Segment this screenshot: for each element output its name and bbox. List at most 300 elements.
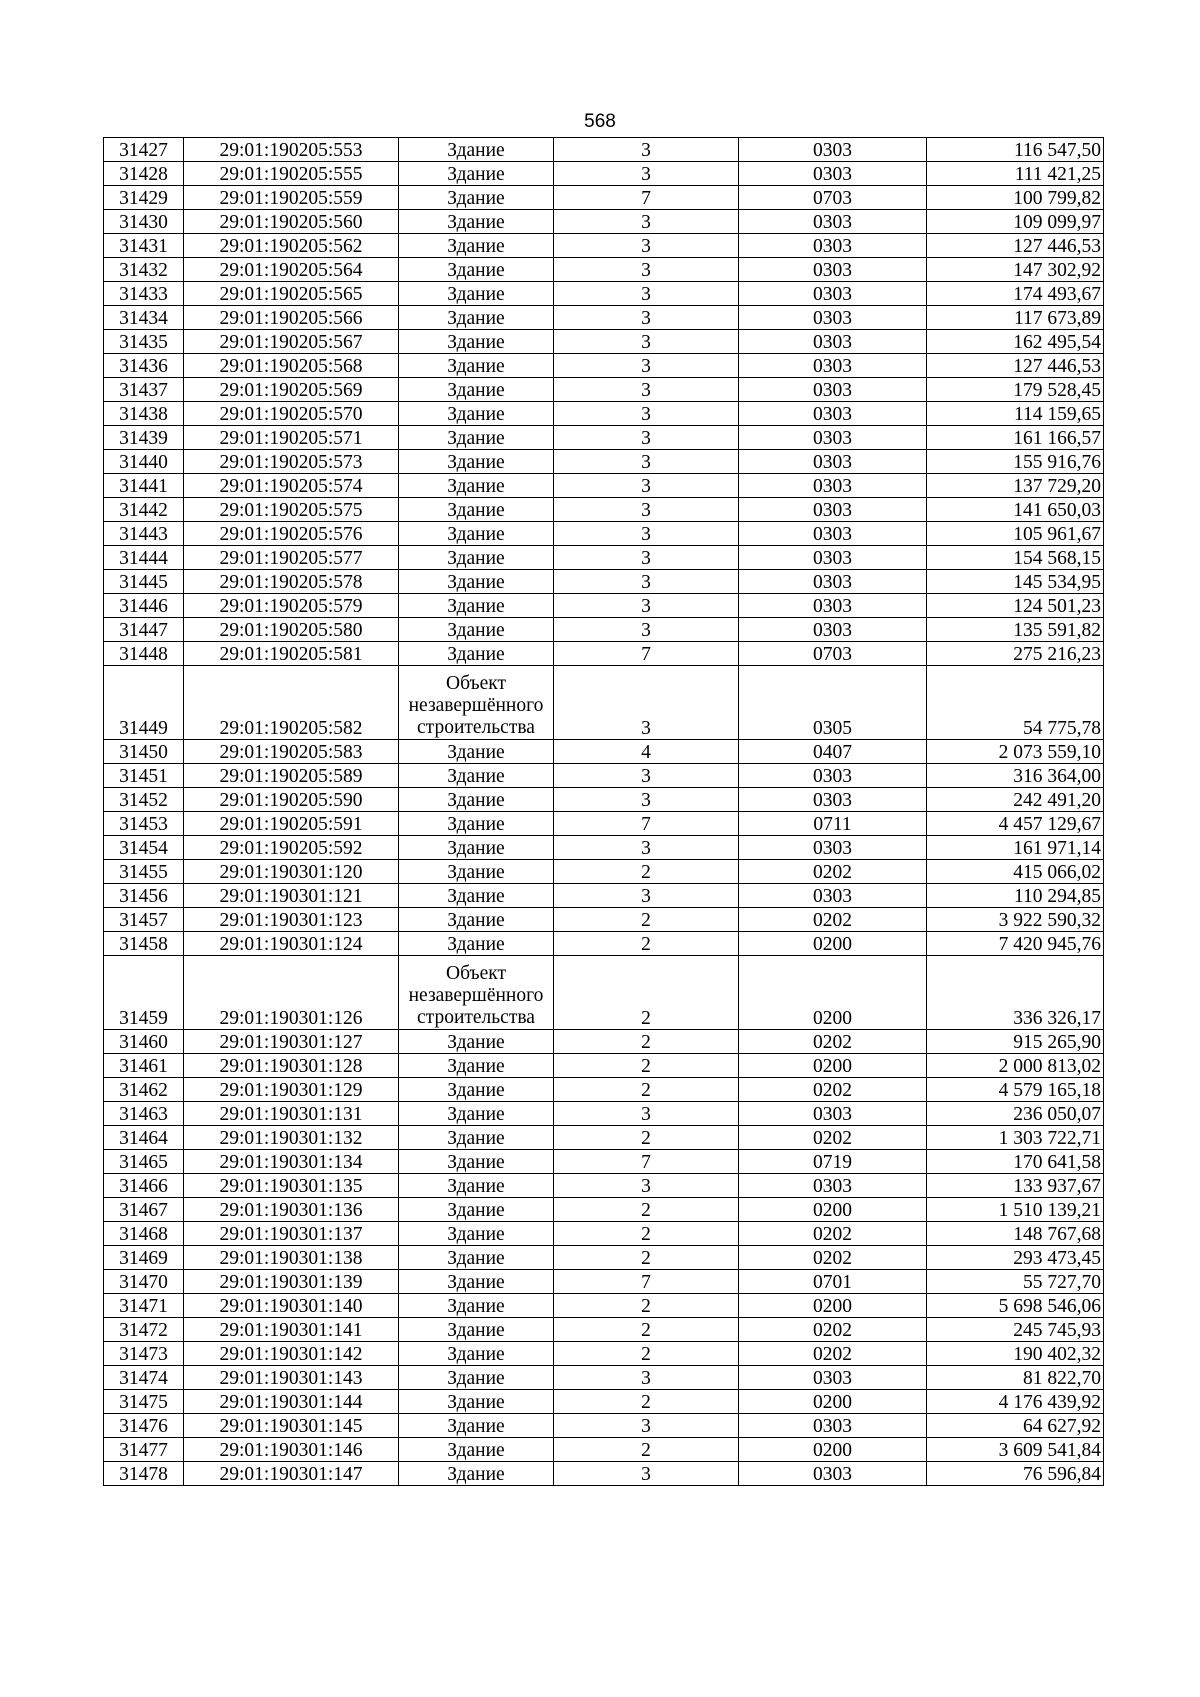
code-cell: 0202: [739, 1342, 927, 1366]
group-cell: 3: [554, 138, 739, 162]
row-number-cell: 31454: [104, 836, 184, 860]
cadastral-value-cell: 161 971,14: [927, 836, 1104, 860]
code-cell: 0303: [739, 1174, 927, 1198]
row-number-cell: 31468: [104, 1222, 184, 1246]
row-number-cell: 31461: [104, 1054, 184, 1078]
cadastral-number-cell: 29:01:190205:576: [184, 522, 399, 546]
row-number-cell: 31472: [104, 1318, 184, 1342]
object-type-cell: Здание: [399, 836, 554, 860]
object-type-cell: Здание: [399, 522, 554, 546]
row-number-cell: 31456: [104, 884, 184, 908]
row-number-cell: 31446: [104, 594, 184, 618]
row-number-cell: 31431: [104, 234, 184, 258]
code-cell: 0303: [739, 498, 927, 522]
cadastral-value-cell: 7 420 945,76: [927, 932, 1104, 956]
group-cell: 2: [554, 1198, 739, 1222]
object-type-cell: Здание: [399, 860, 554, 884]
table-row: [104, 138, 1104, 162]
group-cell: 2: [554, 1222, 739, 1246]
code-cell: 0202: [739, 1246, 927, 1270]
cadastral-number-cell: 29:01:190301:128: [184, 1054, 399, 1078]
code-cell: 0303: [739, 618, 927, 642]
cadastral-number-cell: 29:01:190205:569: [184, 378, 399, 402]
cadastral-number-cell: 29:01:190301:123: [184, 908, 399, 932]
cadastral-value-cell: 4 457 129,67: [927, 812, 1104, 836]
cadastral-number-cell: 29:01:190301:137: [184, 1222, 399, 1246]
group-cell: 2: [554, 1438, 739, 1462]
code-cell: 0303: [739, 836, 927, 860]
group-cell: 3: [554, 1174, 739, 1198]
group-cell: 3: [554, 666, 739, 740]
table-row: [104, 1270, 1104, 1294]
code-cell: 0303: [739, 402, 927, 426]
object-type-cell: Здание: [399, 1462, 554, 1486]
row-number-cell: 31436: [104, 354, 184, 378]
row-number-cell: 31469: [104, 1246, 184, 1270]
group-cell: 2: [554, 860, 739, 884]
code-cell: 0303: [739, 570, 927, 594]
cadastral-number-cell: 29:01:190205:565: [184, 282, 399, 306]
cadastral-number-cell: 29:01:190205:553: [184, 138, 399, 162]
group-cell: 3: [554, 378, 739, 402]
object-type-cell: Здание: [399, 1294, 554, 1318]
group-cell: 2: [554, 1342, 739, 1366]
group-cell: 2: [554, 1078, 739, 1102]
code-cell: 0303: [739, 210, 927, 234]
code-cell: 0303: [739, 282, 927, 306]
cadastral-value-cell: 2 000 813,02: [927, 1054, 1104, 1078]
object-type-cell: Здание: [399, 1318, 554, 1342]
cadastral-value-cell: 245 745,93: [927, 1318, 1104, 1342]
code-cell: 0200: [739, 1198, 927, 1222]
code-cell: 0303: [739, 354, 927, 378]
row-number-cell: 31452: [104, 788, 184, 812]
table-row: [104, 1078, 1104, 1102]
object-type-cell: Здание: [399, 354, 554, 378]
code-cell: 0303: [739, 162, 927, 186]
cadastral-number-cell: 29:01:190301:136: [184, 1198, 399, 1222]
cadastral-number-cell: 29:01:190205:568: [184, 354, 399, 378]
code-cell: 0303: [739, 788, 927, 812]
object-type-cell: Объект незавершённого строительства: [399, 956, 554, 1030]
group-cell: 3: [554, 306, 739, 330]
row-number-cell: 31467: [104, 1198, 184, 1222]
object-type-cell: Здание: [399, 1126, 554, 1150]
row-number-cell: 31430: [104, 210, 184, 234]
table-row: [104, 764, 1104, 788]
group-cell: 3: [554, 426, 739, 450]
object-type-cell: Здание: [399, 1390, 554, 1414]
table-row: [104, 546, 1104, 570]
table-row: [104, 330, 1104, 354]
table-row: [104, 186, 1104, 210]
code-cell: 0200: [739, 956, 927, 1030]
cadastral-number-cell: 29:01:190301:124: [184, 932, 399, 956]
cadastral-value-cell: 336 326,17: [927, 956, 1104, 1030]
code-cell: 0202: [739, 1030, 927, 1054]
row-number-cell: 31464: [104, 1126, 184, 1150]
table-row: [104, 378, 1104, 402]
cadastral-value-cell: 915 265,90: [927, 1030, 1104, 1054]
cadastral-value-cell: 114 159,65: [927, 402, 1104, 426]
cadastral-value-cell: 54 775,78: [927, 666, 1104, 740]
cadastral-value-cell: 133 937,67: [927, 1174, 1104, 1198]
row-number-cell: 31448: [104, 642, 184, 666]
row-number-cell: 31463: [104, 1102, 184, 1126]
code-cell: 0407: [739, 740, 927, 764]
row-number-cell: 31471: [104, 1294, 184, 1318]
table-row: [104, 522, 1104, 546]
row-number-cell: 31432: [104, 258, 184, 282]
table-row: [104, 1222, 1104, 1246]
cadastral-value-table: [103, 137, 1104, 1486]
code-cell: 0303: [739, 1414, 927, 1438]
object-type-cell: Здание: [399, 594, 554, 618]
group-cell: 3: [554, 450, 739, 474]
code-cell: 0719: [739, 1150, 927, 1174]
group-cell: 3: [554, 498, 739, 522]
group-cell: 7: [554, 642, 739, 666]
group-cell: 3: [554, 330, 739, 354]
table-row: [104, 666, 1104, 740]
cadastral-value-cell: 141 650,03: [927, 498, 1104, 522]
object-type-cell: Здание: [399, 1102, 554, 1126]
cadastral-value-cell: 5 698 546,06: [927, 1294, 1104, 1318]
cadastral-value-cell: 145 534,95: [927, 570, 1104, 594]
cadastral-number-cell: 29:01:190205:564: [184, 258, 399, 282]
group-cell: 3: [554, 1414, 739, 1438]
row-number-cell: 31449: [104, 666, 184, 740]
cadastral-number-cell: 29:01:190205:560: [184, 210, 399, 234]
code-cell: 0303: [739, 884, 927, 908]
cadastral-number-cell: 29:01:190301:138: [184, 1246, 399, 1270]
cadastral-value-cell: 148 767,68: [927, 1222, 1104, 1246]
group-cell: 2: [554, 1054, 739, 1078]
object-type-cell: Здание: [399, 932, 554, 956]
row-number-cell: 31429: [104, 186, 184, 210]
object-type-cell: Здание: [399, 258, 554, 282]
table-row: [104, 1366, 1104, 1390]
table-row: [104, 1126, 1104, 1150]
row-number-cell: 31442: [104, 498, 184, 522]
cadastral-value-cell: 76 596,84: [927, 1462, 1104, 1486]
object-type-cell: Здание: [399, 378, 554, 402]
cadastral-value-cell: 81 822,70: [927, 1366, 1104, 1390]
table-row: [104, 1030, 1104, 1054]
code-cell: 0303: [739, 234, 927, 258]
object-type-cell: Здание: [399, 186, 554, 210]
cadastral-number-cell: 29:01:190301:147: [184, 1462, 399, 1486]
table-row: [104, 498, 1104, 522]
code-cell: 0202: [739, 1222, 927, 1246]
cadastral-value-cell: 137 729,20: [927, 474, 1104, 498]
group-cell: 3: [554, 354, 739, 378]
code-cell: 0303: [739, 138, 927, 162]
table-row: [104, 1054, 1104, 1078]
group-cell: 3: [554, 1366, 739, 1390]
cadastral-value-cell: 179 528,45: [927, 378, 1104, 402]
code-cell: 0303: [739, 1462, 927, 1486]
table-row: [104, 812, 1104, 836]
cadastral-number-cell: 29:01:190205:582: [184, 666, 399, 740]
cadastral-number-cell: 29:01:190205:583: [184, 740, 399, 764]
cadastral-number-cell: 29:01:190301:139: [184, 1270, 399, 1294]
row-number-cell: 31458: [104, 932, 184, 956]
cadastral-number-cell: 29:01:190301:140: [184, 1294, 399, 1318]
table-row: [104, 1462, 1104, 1486]
row-number-cell: 31428: [104, 162, 184, 186]
group-cell: 3: [554, 1102, 739, 1126]
table-row: [104, 402, 1104, 426]
group-cell: 3: [554, 282, 739, 306]
object-type-cell: Здание: [399, 138, 554, 162]
row-number-cell: 31450: [104, 740, 184, 764]
code-cell: 0711: [739, 812, 927, 836]
cadastral-number-cell: 29:01:190301:126: [184, 956, 399, 1030]
row-number-cell: 31438: [104, 402, 184, 426]
table-row: [104, 1318, 1104, 1342]
object-type-cell: Здание: [399, 306, 554, 330]
code-cell: 0202: [739, 1126, 927, 1150]
object-type-cell: Здание: [399, 402, 554, 426]
cadastral-number-cell: 29:01:190301:144: [184, 1390, 399, 1414]
cadastral-value-cell: 110 294,85: [927, 884, 1104, 908]
cadastral-number-cell: 29:01:190205:570: [184, 402, 399, 426]
row-number-cell: 31477: [104, 1438, 184, 1462]
group-cell: 2: [554, 1294, 739, 1318]
table-row: [104, 908, 1104, 932]
cadastral-number-cell: 29:01:190301:131: [184, 1102, 399, 1126]
cadastral-number-cell: 29:01:190301:132: [184, 1126, 399, 1150]
code-cell: 0303: [739, 378, 927, 402]
object-type-cell: Здание: [399, 1054, 554, 1078]
cadastral-value-cell: 116 547,50: [927, 138, 1104, 162]
object-type-cell: Объект незавершённого строительства: [399, 666, 554, 740]
code-cell: 0202: [739, 908, 927, 932]
row-number-cell: 31459: [104, 956, 184, 1030]
group-cell: 3: [554, 402, 739, 426]
row-number-cell: 31476: [104, 1414, 184, 1438]
cadastral-value-cell: 316 364,00: [927, 764, 1104, 788]
object-type-cell: Здание: [399, 1174, 554, 1198]
object-type-cell: Здание: [399, 812, 554, 836]
group-cell: 4: [554, 740, 739, 764]
table-row: [104, 860, 1104, 884]
cadastral-value-cell: 105 961,67: [927, 522, 1104, 546]
cadastral-number-cell: 29:01:190301:146: [184, 1438, 399, 1462]
table-row: [104, 1246, 1104, 1270]
group-cell: 3: [554, 474, 739, 498]
table-row: [104, 788, 1104, 812]
object-type-cell: Здание: [399, 1222, 554, 1246]
cadastral-number-cell: 29:01:190301:141: [184, 1318, 399, 1342]
cadastral-number-cell: 29:01:190301:142: [184, 1342, 399, 1366]
object-type-cell: Здание: [399, 908, 554, 932]
code-cell: 0202: [739, 860, 927, 884]
group-cell: 7: [554, 186, 739, 210]
table-row: [104, 884, 1104, 908]
group-cell: 2: [554, 1246, 739, 1270]
cadastral-number-cell: 29:01:190205:579: [184, 594, 399, 618]
group-cell: 2: [554, 1126, 739, 1150]
cadastral-value-cell: 135 591,82: [927, 618, 1104, 642]
object-type-cell: Здание: [399, 1438, 554, 1462]
code-cell: 0303: [739, 1366, 927, 1390]
row-number-cell: 31434: [104, 306, 184, 330]
cadastral-number-cell: 29:01:190205:578: [184, 570, 399, 594]
object-type-cell: Здание: [399, 570, 554, 594]
row-number-cell: 31445: [104, 570, 184, 594]
group-cell: 3: [554, 234, 739, 258]
row-number-cell: 31466: [104, 1174, 184, 1198]
row-number-cell: 31440: [104, 450, 184, 474]
cadastral-value-cell: 1 303 722,71: [927, 1126, 1104, 1150]
cadastral-number-cell: 29:01:190205:580: [184, 618, 399, 642]
code-cell: 0303: [739, 546, 927, 570]
code-cell: 0703: [739, 642, 927, 666]
cadastral-value-cell: 127 446,53: [927, 234, 1104, 258]
object-type-cell: Здание: [399, 764, 554, 788]
object-type-cell: Здание: [399, 282, 554, 306]
group-cell: 3: [554, 788, 739, 812]
cadastral-value-cell: 3 609 541,84: [927, 1438, 1104, 1462]
table-row: [104, 234, 1104, 258]
row-number-cell: 31444: [104, 546, 184, 570]
cadastral-number-cell: 29:01:190205:571: [184, 426, 399, 450]
object-type-cell: Здание: [399, 884, 554, 908]
table-row: [104, 1294, 1104, 1318]
group-cell: 7: [554, 1150, 739, 1174]
cadastral-value-cell: 55 727,70: [927, 1270, 1104, 1294]
object-type-cell: Здание: [399, 210, 554, 234]
row-number-cell: 31433: [104, 282, 184, 306]
cadastral-number-cell: 29:01:190205:590: [184, 788, 399, 812]
object-type-cell: Здание: [399, 642, 554, 666]
table-row: [104, 210, 1104, 234]
row-number-cell: 31478: [104, 1462, 184, 1486]
group-cell: 3: [554, 546, 739, 570]
code-cell: 0200: [739, 932, 927, 956]
table-row: [104, 1390, 1104, 1414]
cadastral-number-cell: 29:01:190301:134: [184, 1150, 399, 1174]
code-cell: 0200: [739, 1438, 927, 1462]
group-cell: 2: [554, 932, 739, 956]
cadastral-number-cell: 29:01:190301:135: [184, 1174, 399, 1198]
cadastral-value-cell: 4 579 165,18: [927, 1078, 1104, 1102]
table-row: [104, 642, 1104, 666]
code-cell: 0303: [739, 306, 927, 330]
cadastral-value-cell: 242 491,20: [927, 788, 1104, 812]
object-type-cell: Здание: [399, 1198, 554, 1222]
cadastral-number-cell: 29:01:190205:575: [184, 498, 399, 522]
group-cell: 3: [554, 162, 739, 186]
cadastral-value-cell: 111 421,25: [927, 162, 1104, 186]
object-type-cell: Здание: [399, 788, 554, 812]
code-cell: 0303: [739, 426, 927, 450]
table-row: [104, 1174, 1104, 1198]
table-row: [104, 932, 1104, 956]
row-number-cell: 31470: [104, 1270, 184, 1294]
code-cell: 0200: [739, 1294, 927, 1318]
code-cell: 0303: [739, 330, 927, 354]
table-row: [104, 1102, 1104, 1126]
cadastral-number-cell: 29:01:190205:592: [184, 836, 399, 860]
group-cell: 2: [554, 1030, 739, 1054]
cadastral-number-cell: 29:01:190301:127: [184, 1030, 399, 1054]
row-number-cell: 31435: [104, 330, 184, 354]
cadastral-number-cell: 29:01:190205:574: [184, 474, 399, 498]
group-cell: 3: [554, 594, 739, 618]
row-number-cell: 31447: [104, 618, 184, 642]
group-cell: 3: [554, 210, 739, 234]
cadastral-number-cell: 29:01:190205:581: [184, 642, 399, 666]
cadastral-number-cell: 29:01:190301:129: [184, 1078, 399, 1102]
code-cell: 0303: [739, 1102, 927, 1126]
object-type-cell: Здание: [399, 234, 554, 258]
group-cell: 3: [554, 884, 739, 908]
table-row: [104, 474, 1104, 498]
cadastral-value-cell: 3 922 590,32: [927, 908, 1104, 932]
code-cell: 0303: [739, 474, 927, 498]
object-type-cell: Здание: [399, 498, 554, 522]
object-type-cell: Здание: [399, 1030, 554, 1054]
cadastral-value-cell: 162 495,54: [927, 330, 1104, 354]
group-cell: 2: [554, 908, 739, 932]
cadastral-value-cell: 415 066,02: [927, 860, 1104, 884]
cadastral-value-cell: 1 510 139,21: [927, 1198, 1104, 1222]
cadastral-value-cell: 64 627,92: [927, 1414, 1104, 1438]
group-cell: 3: [554, 764, 739, 788]
cadastral-value-cell: 174 493,67: [927, 282, 1104, 306]
code-cell: 0303: [739, 450, 927, 474]
row-number-cell: 31437: [104, 378, 184, 402]
cadastral-number-cell: 29:01:190205:559: [184, 186, 399, 210]
table-row: [104, 450, 1104, 474]
cadastral-value-cell: 109 099,97: [927, 210, 1104, 234]
row-number-cell: 31455: [104, 860, 184, 884]
object-type-cell: Здание: [399, 546, 554, 570]
row-number-cell: 31465: [104, 1150, 184, 1174]
cadastral-number-cell: 29:01:190205:562: [184, 234, 399, 258]
object-type-cell: Здание: [399, 1078, 554, 1102]
group-cell: 7: [554, 812, 739, 836]
row-number-cell: 31457: [104, 908, 184, 932]
table-row: [104, 1198, 1104, 1222]
table-row: [104, 306, 1104, 330]
table-row: [104, 282, 1104, 306]
group-cell: 2: [554, 956, 739, 1030]
row-number-cell: 31443: [104, 522, 184, 546]
row-number-cell: 31460: [104, 1030, 184, 1054]
row-number-cell: 31475: [104, 1390, 184, 1414]
table-row: [104, 1150, 1104, 1174]
row-number-cell: 31473: [104, 1342, 184, 1366]
code-cell: 0305: [739, 666, 927, 740]
cadastral-value-cell: 154 568,15: [927, 546, 1104, 570]
page-number: 568: [584, 111, 616, 132]
group-cell: 3: [554, 522, 739, 546]
object-type-cell: Здание: [399, 1366, 554, 1390]
object-type-cell: Здание: [399, 1246, 554, 1270]
cadastral-value-cell: 275 216,23: [927, 642, 1104, 666]
cadastral-value-cell: 2 073 559,10: [927, 740, 1104, 764]
table-row: [104, 618, 1104, 642]
table-row: [104, 426, 1104, 450]
object-type-cell: Здание: [399, 450, 554, 474]
object-type-cell: Здание: [399, 426, 554, 450]
row-number-cell: 31441: [104, 474, 184, 498]
object-type-cell: Здание: [399, 740, 554, 764]
